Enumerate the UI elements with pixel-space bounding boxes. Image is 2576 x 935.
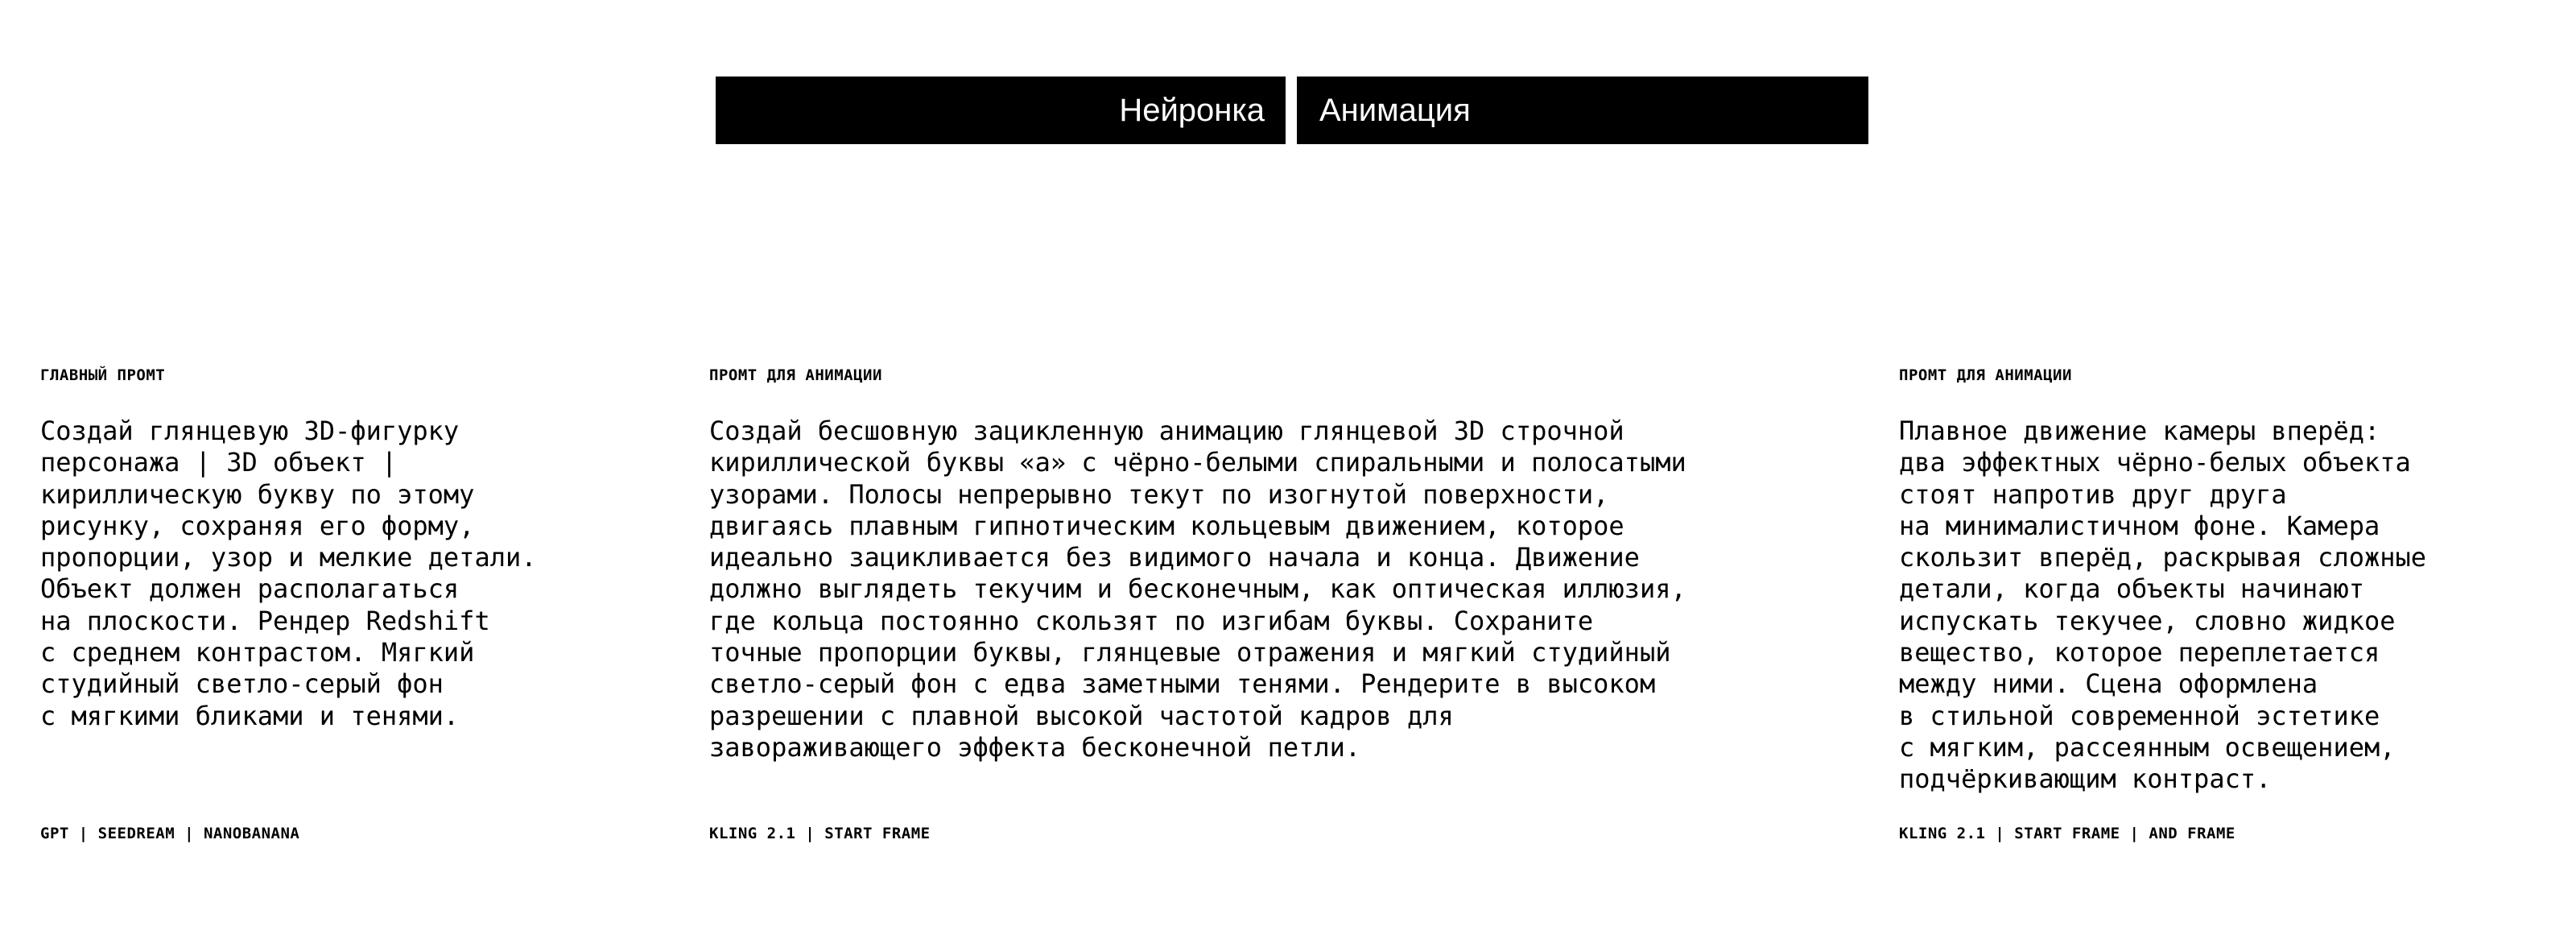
main-prompt-text: Создай глянцевую 3D-фигурку персонажа | 3D объект | кириллическую букву по этому рисунку, сохраняя его форму, пропорции, узор и мелкие детали. Объект должен располагаться на плоскости. Рендер Redshift с среднем контрастом. Мягкий студийный светло-серый фон с мягкими бликами и тенями. xyxy=(40,416,537,731)
tab-neyronka[interactable] xyxy=(716,77,1286,144)
camera-prompt-heading: ПРОМТ ДЛЯ АНИМАЦИИ xyxy=(1899,366,2072,384)
animation-prompt-tools: KLING 2.1 | START FRAME xyxy=(709,825,931,842)
tab-bar xyxy=(716,77,1868,144)
camera-prompt-column xyxy=(1899,366,2543,795)
camera-prompt-text: Плавное движение камеры вперёд: два эффектных чёрно-белых объекта стоят напротив друг друга на минималистичном фоне. Камера скользит вперёд, раскрывая сложные детали, когда объекты начинают испускать текучее, словно жидкое вещество, которое переплетается между ними. Сцена оформлена в стильной современной эстетике с мягким, рассеянным освещением, подчёркивающим контраст. xyxy=(1899,416,2427,795)
tab-animatsiya[interactable] xyxy=(1297,77,1868,144)
main-prompt-column xyxy=(40,366,652,731)
main-prompt-tools: GPT | SEEDREAM | NANOBANANA xyxy=(40,825,300,842)
camera-prompt-tools: KLING 2.1 | START FRAME | AND FRAME xyxy=(1899,825,2235,842)
animation-prompt-heading: ПРОМТ ДЛЯ АНИМАЦИИ xyxy=(709,366,882,384)
animation-prompt-text: Создай бесшовную зацикленную анимацию глянцевой 3D строчной кириллической буквы «а» с чёрно-белыми спиральными и полосатыми узорами. Полосы непрерывно текут по изогнутой поверхности, двигаясь плавным гипнотическим кольцевым движением, которое идеально зацикливается без видимого начала и конца. Движение должно выглядеть текучим и бесконечным, как оптическая иллюзия, где кольца постоянно скользят по изгибам буквы. Сохраните точные пропорции буквы, глянцевые отражения и мягкий студийный светло-серый фон с едва заметными тенями. Рендерите в высоком разрешении с плавной высокой частотой кадров для завораживающего эффекта бесконечной петли. xyxy=(709,416,1686,763)
tab-neyronka-label: Нейронка xyxy=(1119,92,1265,128)
tab-animatsiya-label: Анимация xyxy=(1319,92,1471,128)
animation-prompt-column xyxy=(709,366,1836,763)
main-prompt-heading: ГЛАВНЫЙ ПРОМТ xyxy=(40,366,166,384)
